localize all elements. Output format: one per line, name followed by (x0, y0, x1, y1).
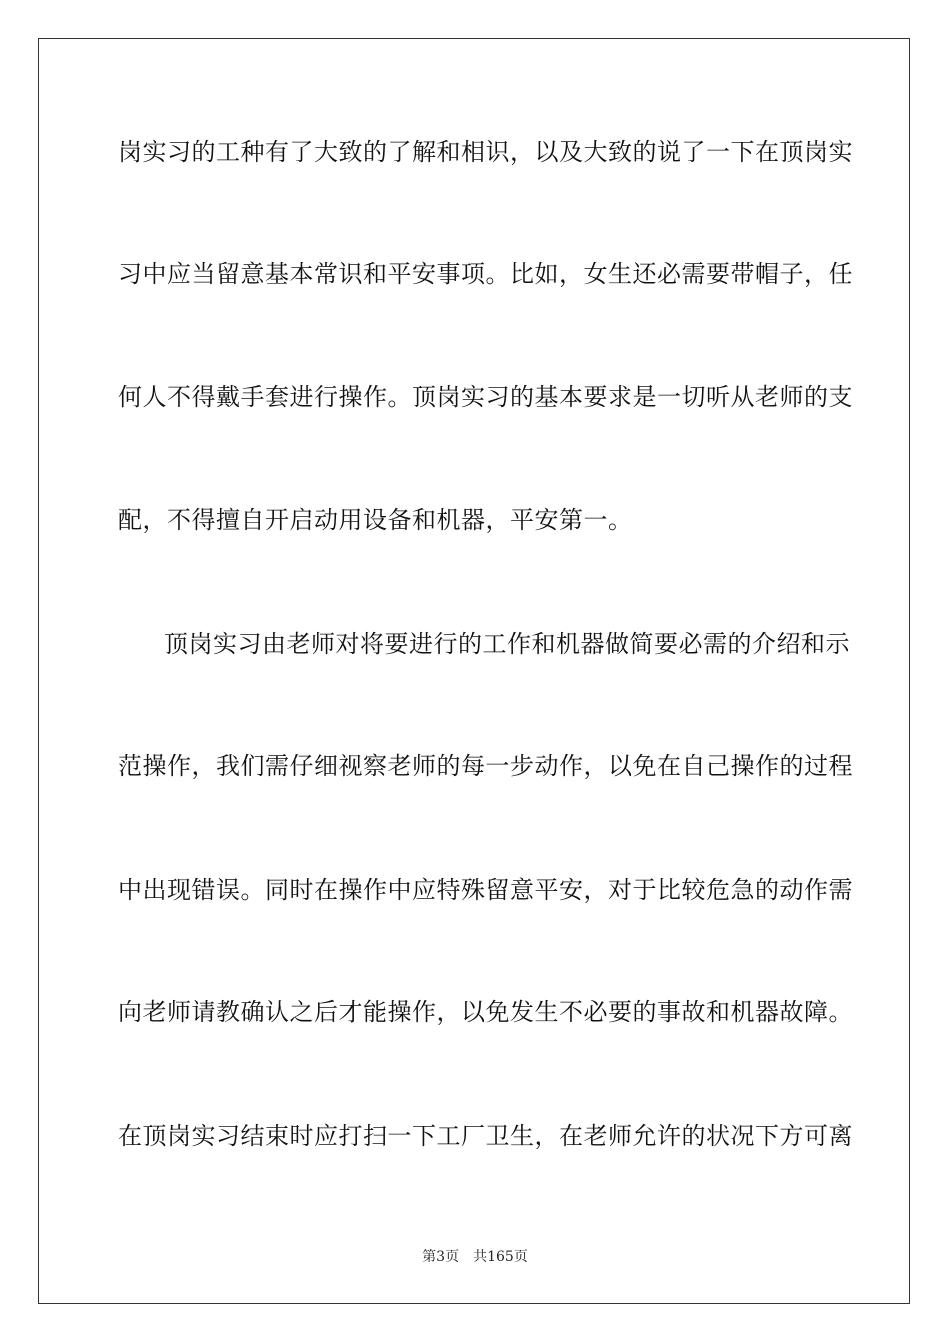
paragraph-line: 顶岗实习由老师对将要进行的工作和机器做简要必需的介绍和示 (164, 630, 850, 658)
page-footer (0, 1248, 950, 1266)
paragraph-line: 中出现错误。同时在操作中应特殊留意平安，对于比较危急的动作需 (118, 876, 853, 904)
paragraph-line: 配，不得擅自开启动用设备和机器，平安第一。 (118, 506, 633, 534)
page-border (38, 38, 910, 1304)
paragraph-line: 习中应当留意基本常识和平安事项。比如，女生还必需要带帽子，任 (118, 260, 853, 288)
paragraph-line: 岗实习的工种有了大致的了解和相识，以及大致的说了一下在顶岗实 (118, 138, 853, 166)
page-total: 共165页 (473, 1249, 528, 1265)
paragraph-line: 何人不得戴手套进行操作。顶岗实习的基本要求是一切听从老师的支 (118, 383, 853, 411)
paragraph-line: 范操作，我们需仔细视察老师的每一步动作，以免在自己操作的过程 (118, 752, 853, 780)
paragraph-line: 向老师请教确认之后才能操作，以免发生不必要的事故和机器故障。 (118, 998, 853, 1026)
paragraph-line: 在顶岗实习结束时应打扫一下工厂卫生，在老师允许的状况下方可离 (118, 1122, 853, 1150)
page-number: 第3页 (422, 1249, 460, 1265)
